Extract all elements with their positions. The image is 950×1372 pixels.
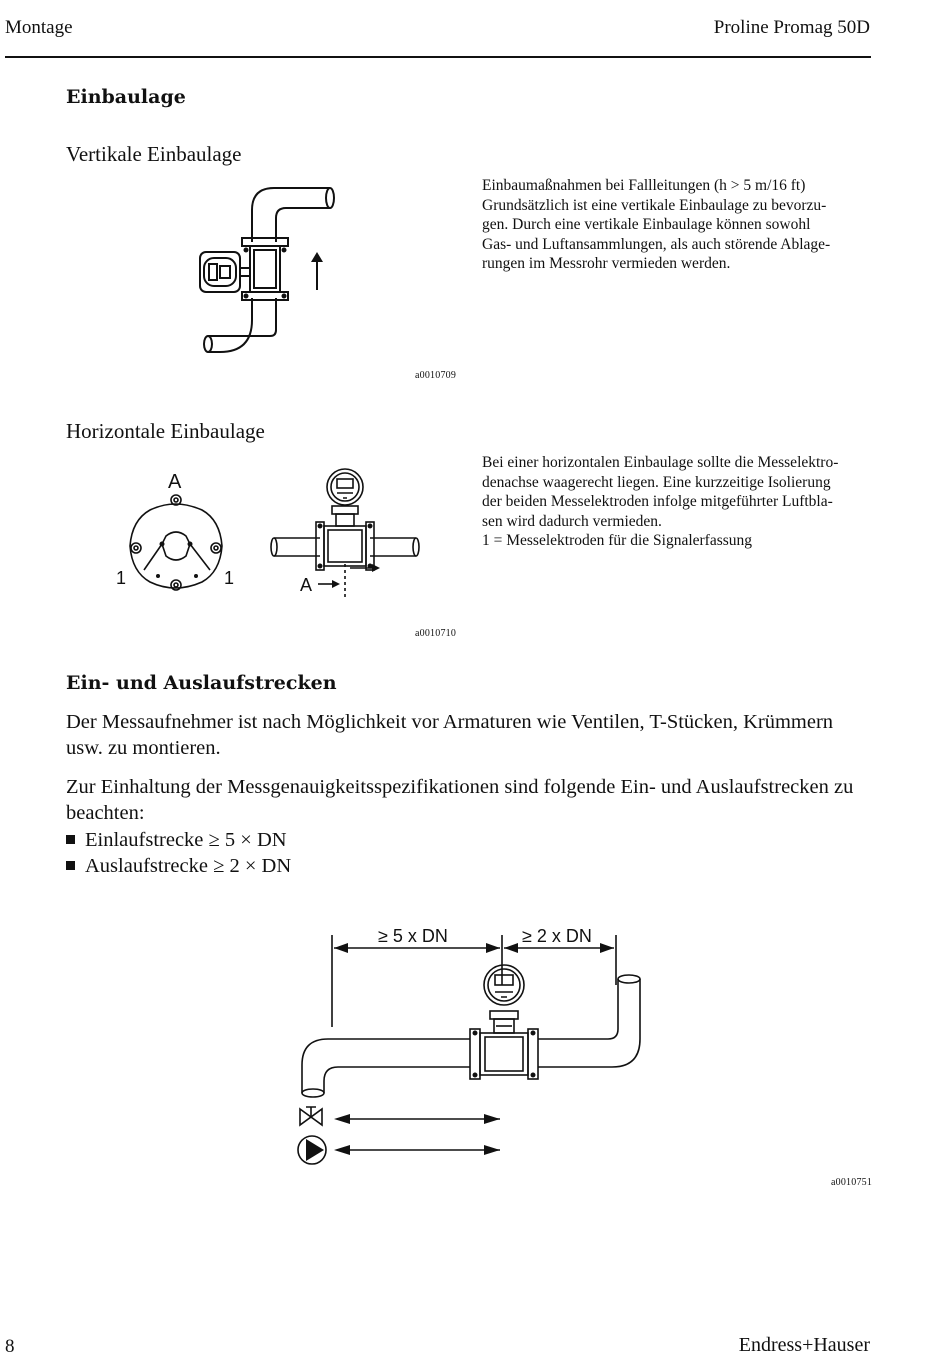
list-item-text: Einlaufstrecke ≥ 5 × DN <box>85 829 287 851</box>
text-line: der beiden Messelektroden infolge mitgeführter Luftbla- <box>482 493 833 510</box>
horizontal-description <box>482 453 882 551</box>
list-item-text: Auslaufstrecke ≥ 2 × DN <box>85 855 292 877</box>
text-line: sen wird dadurch vermieden. <box>482 512 662 530</box>
subheading-vertical: Vertikale Einbaulage <box>66 142 242 166</box>
requirements-list <box>66 827 291 879</box>
paragraph-mounting <box>66 709 886 761</box>
list-item <box>66 827 291 853</box>
page-number: 8 <box>5 1336 15 1357</box>
bullet-icon <box>66 861 75 870</box>
bullet-icon <box>66 835 75 844</box>
header-rule <box>5 56 871 58</box>
text-line: rungen im Messrohr vermieden werden. <box>482 255 731 272</box>
text-line: gen. Durch eine vertikale Einbaulage können sowohl <box>482 216 811 233</box>
section-label-top: A <box>168 471 182 493</box>
text-line: Gas- und Luftansammlungen, als auch störende Ablage- <box>482 235 831 253</box>
figure-code-horizontal: a0010710 <box>415 628 457 639</box>
electrode-label-left: 1 <box>116 568 127 588</box>
horizontal-installation-figure <box>110 460 430 600</box>
figure-code-vertical: a0010709 <box>415 370 457 381</box>
text-line: beachten: <box>66 802 145 824</box>
inlet-length-label: ≥ 5 x DN <box>378 926 448 946</box>
text-line: Einbaumaßnahmen bei Fallleitungen (h > 5 m/16 ft) <box>482 177 806 194</box>
header-section-title: Montage <box>5 17 73 38</box>
vertical-installation-figure <box>190 180 350 360</box>
text-line: denachse waagerecht liegen. Eine kurzzeitige Isolierung <box>482 473 831 491</box>
text-line: Bei einer horizontalen Einbaulage sollte die Messelektro- <box>482 454 839 471</box>
header-product-name: Proline Promag 50D <box>713 17 870 38</box>
footer-brand: Endress+Hauser <box>738 1334 870 1356</box>
outlet-length-label: ≥ 2 x DN <box>522 926 592 946</box>
text-line: Grundsätzlich ist eine vertikale Einbaulage zu bevorzu- <box>482 196 827 214</box>
electrode-label-right: 1 <box>224 568 235 588</box>
section-heading-einbaulage: Einbaulage <box>66 86 186 108</box>
figure-code-inlet-outlet: a0010751 <box>831 1177 873 1188</box>
text-line: Der Messaufnehmer ist nach Möglichkeit vor Armaturen wie Ventilen, T-Stücken, Krümmern <box>66 711 834 733</box>
section-label-bottom: A <box>300 575 313 595</box>
text-line: 1 = Messelektroden für die Signalerfassung <box>482 532 753 549</box>
inlet-outlet-figure <box>290 915 650 1170</box>
subheading-horizontal: Horizontale Einbaulage <box>66 419 265 443</box>
vertical-description <box>482 176 882 274</box>
text-line: Zur Einhaltung der Messgenauigkeitsspezifikationen sind folgende Ein- und Auslaufstrecken zu <box>66 776 854 798</box>
list-item <box>66 853 291 879</box>
text-line: usw. zu montieren. <box>66 737 221 759</box>
paragraph-requirements <box>66 774 886 826</box>
section-heading-ein-auslaufstrecken: Ein- und Auslaufstrecken <box>66 672 337 694</box>
